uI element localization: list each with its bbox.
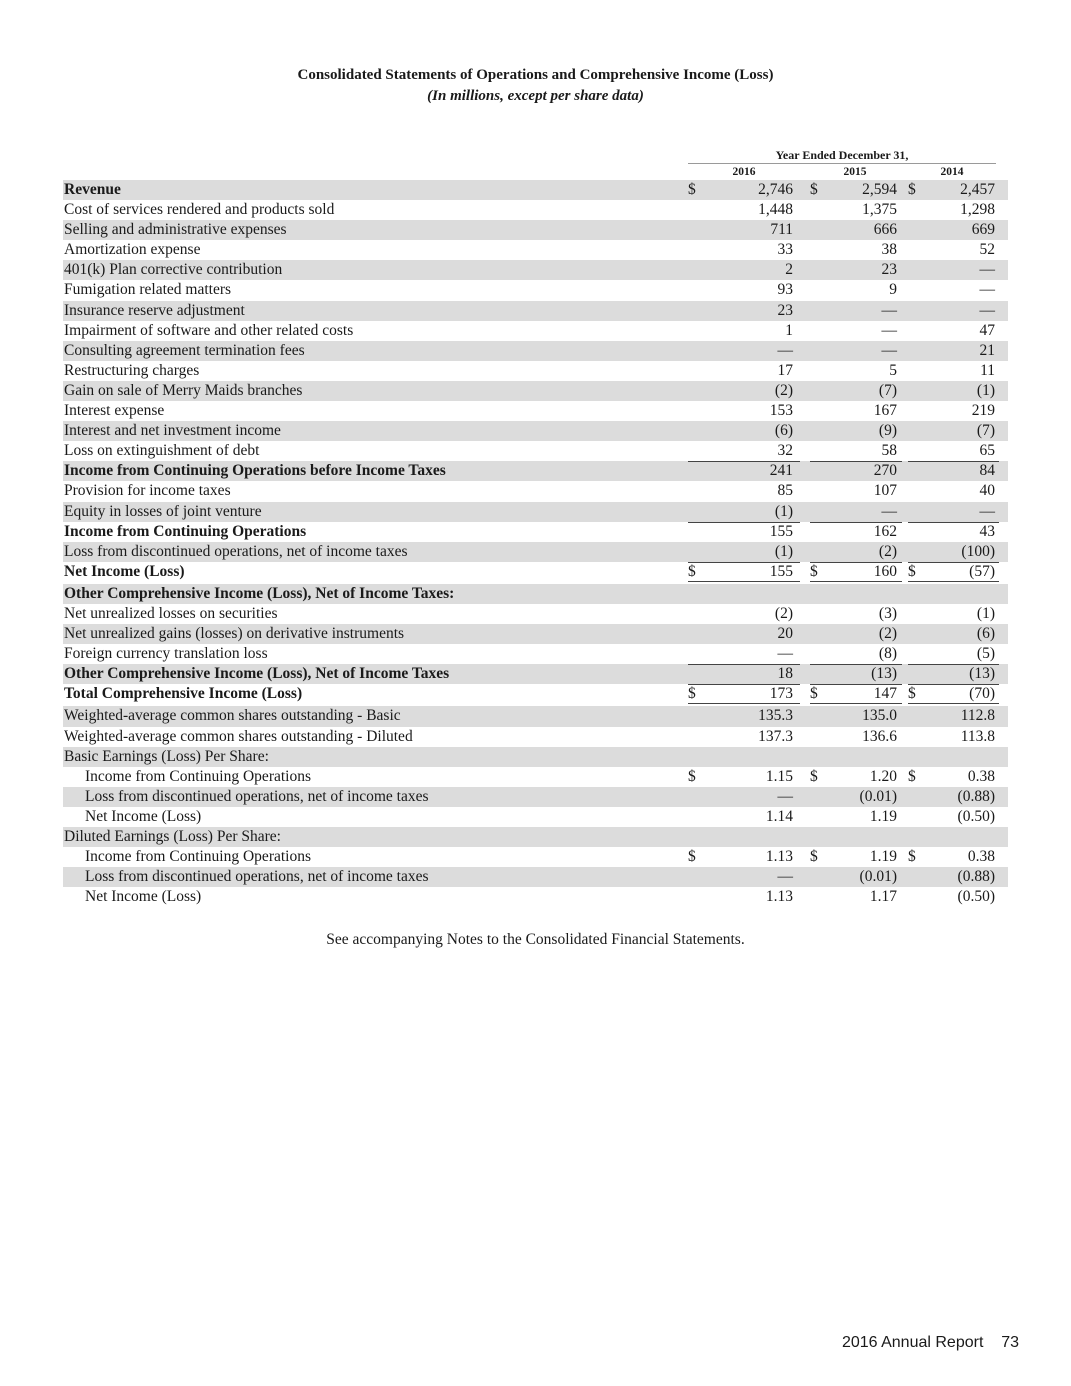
total-double-rule bbox=[908, 703, 999, 704]
value-2016: 155 bbox=[769, 522, 793, 540]
value-2015: (8) bbox=[878, 645, 897, 663]
row-label: Net unrealized losses on securities bbox=[64, 604, 278, 622]
total-double-rule bbox=[688, 703, 800, 704]
currency-symbol: $ bbox=[810, 562, 818, 580]
value-2016: 33 bbox=[777, 241, 793, 259]
total-double-rule bbox=[810, 581, 902, 582]
row-label: Net Income (Loss) bbox=[85, 807, 202, 825]
value-2016: 1.14 bbox=[765, 807, 793, 825]
value-2016: 2,746 bbox=[758, 181, 793, 198]
value-2016: (1) bbox=[774, 542, 793, 560]
row-label: Revenue bbox=[64, 181, 121, 198]
row-label: Income from Continuing Operations bbox=[85, 767, 311, 785]
value-2015: 270 bbox=[873, 462, 897, 480]
table-row bbox=[63, 381, 1008, 401]
value-2015: (2) bbox=[878, 625, 897, 643]
row-label: 401(k) Plan corrective contribution bbox=[64, 261, 283, 279]
value-2016: 241 bbox=[769, 462, 793, 480]
subtotal-rule bbox=[688, 562, 800, 563]
row-label: Basic Earnings (Loss) Per Share: bbox=[64, 747, 269, 765]
value-2014: (6) bbox=[976, 625, 995, 643]
value-2014: 43 bbox=[979, 522, 995, 540]
subtotal-rule bbox=[688, 461, 800, 462]
row-label: Weighted-average common shares outstanding - Basic bbox=[64, 707, 401, 725]
row-label: Equity in losses of joint venture bbox=[64, 502, 262, 520]
value-2014: 219 bbox=[971, 402, 995, 420]
value-2015: (3) bbox=[878, 604, 897, 622]
value-2014: (57) bbox=[969, 562, 995, 580]
table-row bbox=[63, 887, 1008, 907]
row-label: Cost of services rendered and products sold bbox=[64, 201, 335, 219]
table-row bbox=[63, 767, 1008, 787]
row-label: Impairment of software and other related costs bbox=[64, 321, 354, 339]
row-label: Interest expense bbox=[64, 402, 165, 420]
value-2014: — bbox=[979, 281, 995, 299]
year-header-2014: 2014 bbox=[908, 166, 996, 181]
value-2016: 1 bbox=[785, 321, 793, 339]
currency-symbol: $ bbox=[908, 685, 916, 703]
table-row bbox=[63, 341, 1008, 361]
value-2014: 40 bbox=[979, 482, 995, 500]
row-label: Interest and net investment income bbox=[64, 422, 281, 440]
value-2016: 1,448 bbox=[758, 201, 793, 219]
row-label: Amortization expense bbox=[64, 241, 201, 259]
row-label: Other Comprehensive Income (Loss), Net of Income Taxes: bbox=[64, 584, 455, 602]
value-2016: (2) bbox=[774, 381, 793, 399]
value-2014: 47 bbox=[979, 321, 995, 339]
subtotal-rule bbox=[908, 684, 999, 685]
row-label: Gain on sale of Merry Maids branches bbox=[64, 381, 303, 399]
table-row bbox=[63, 787, 1008, 807]
row-label: Loss from discontinued operations, net of income taxes bbox=[64, 542, 408, 560]
value-2015: 2,594 bbox=[862, 181, 897, 198]
table-row bbox=[63, 441, 1008, 461]
table-row bbox=[63, 562, 1008, 582]
subtotal-rule bbox=[688, 684, 800, 685]
value-2015: 1.20 bbox=[869, 767, 897, 785]
row-label: Selling and administrative expenses bbox=[64, 221, 287, 239]
value-2014: (70) bbox=[969, 685, 995, 703]
value-2015: 162 bbox=[873, 522, 897, 540]
total-double-rule bbox=[810, 703, 902, 704]
value-2016: — bbox=[777, 645, 793, 663]
table-row bbox=[63, 200, 1008, 220]
value-2016: 155 bbox=[769, 562, 793, 580]
table-row bbox=[63, 747, 1008, 767]
subtotal-rule bbox=[810, 522, 902, 523]
currency-symbol: $ bbox=[688, 685, 696, 703]
currency-symbol: $ bbox=[908, 562, 916, 580]
row-label: Other Comprehensive Income (Loss), Net of Income Taxes bbox=[64, 665, 450, 683]
value-2015: (0.01) bbox=[859, 787, 897, 805]
value-2014: (13) bbox=[969, 665, 995, 683]
value-2014: (5) bbox=[976, 645, 995, 663]
statement-subtitle: (In millions, except per share data) bbox=[427, 88, 644, 104]
value-2016: (1) bbox=[774, 502, 793, 520]
currency-symbol: $ bbox=[688, 767, 696, 785]
value-2016: 2 bbox=[785, 261, 793, 279]
table-row bbox=[63, 727, 1008, 747]
table-row bbox=[63, 807, 1008, 827]
row-label: Net Income (Loss) bbox=[85, 888, 202, 906]
table-row bbox=[63, 867, 1008, 887]
value-2015: 147 bbox=[873, 685, 897, 703]
value-2016: 20 bbox=[777, 625, 793, 643]
subtotal-rule bbox=[810, 664, 902, 665]
value-2015: 136.6 bbox=[862, 727, 897, 745]
value-2015: 160 bbox=[873, 562, 897, 580]
value-2016: 137.3 bbox=[758, 727, 793, 745]
subtotal-rule bbox=[810, 562, 902, 563]
value-2016: (6) bbox=[774, 422, 793, 440]
row-label: Insurance reserve adjustment bbox=[64, 301, 245, 319]
row-label: Fumigation related matters bbox=[64, 281, 232, 299]
row-label: Loss on extinguishment of debt bbox=[64, 442, 260, 460]
currency-symbol: $ bbox=[688, 562, 696, 580]
notes-reference: See accompanying Notes to the Consolidated Financial Statements. bbox=[326, 931, 745, 948]
table-row bbox=[63, 361, 1008, 381]
year-header-2015: 2015 bbox=[810, 166, 900, 181]
value-2015: 58 bbox=[881, 442, 897, 460]
value-2015: 1,375 bbox=[862, 201, 897, 219]
table-row bbox=[63, 180, 1008, 200]
value-2015: (2) bbox=[878, 542, 897, 560]
total-double-rule bbox=[908, 581, 999, 582]
table-row bbox=[63, 827, 1008, 847]
value-2014: 0.38 bbox=[967, 848, 995, 866]
row-label: Provision for income taxes bbox=[64, 482, 231, 500]
table-row bbox=[63, 706, 1008, 726]
table-row bbox=[63, 461, 1008, 481]
value-2015: (13) bbox=[871, 665, 897, 683]
value-2015: 5 bbox=[889, 361, 897, 379]
value-2016: 23 bbox=[777, 301, 793, 319]
currency-symbol: $ bbox=[688, 181, 696, 198]
table-row bbox=[63, 502, 1008, 522]
row-label: Income from Continuing Operations bbox=[85, 848, 311, 866]
subtotal-rule bbox=[810, 461, 902, 462]
subtotal-rule bbox=[908, 522, 999, 523]
period-header: Year Ended December 31, bbox=[688, 148, 996, 164]
value-2014: — bbox=[979, 301, 995, 319]
footer-report-name: 2016 Annual Report bbox=[841, 1334, 984, 1351]
value-2014: — bbox=[979, 261, 995, 279]
row-label: Loss from discontinued operations, net of income taxes bbox=[85, 868, 429, 886]
value-2014: 11 bbox=[980, 361, 995, 379]
value-2014: 112.8 bbox=[960, 707, 995, 725]
table-row bbox=[63, 624, 1008, 644]
currency-symbol: $ bbox=[908, 848, 916, 866]
page-footer bbox=[842, 1333, 1019, 1353]
value-2014: 0.38 bbox=[967, 767, 995, 785]
value-2015: 167 bbox=[873, 402, 897, 420]
row-label: Total Comprehensive Income (Loss) bbox=[64, 685, 303, 703]
value-2016: — bbox=[777, 868, 793, 886]
value-2016: (2) bbox=[774, 604, 793, 622]
value-2016: 17 bbox=[777, 361, 793, 379]
table-row bbox=[63, 847, 1008, 867]
value-2014: 1,298 bbox=[960, 201, 995, 219]
table-row bbox=[63, 481, 1008, 501]
value-2014: 113.8 bbox=[960, 727, 995, 745]
value-2015: (9) bbox=[878, 422, 897, 440]
currency-symbol: $ bbox=[908, 767, 916, 785]
value-2015: 666 bbox=[873, 221, 897, 239]
row-label: Restructuring charges bbox=[64, 361, 200, 379]
value-2015: (7) bbox=[878, 381, 897, 399]
table-row bbox=[63, 664, 1008, 684]
value-2016: 173 bbox=[769, 685, 793, 703]
table-row bbox=[63, 542, 1008, 562]
table-row bbox=[63, 220, 1008, 240]
value-2015: 135.0 bbox=[862, 707, 897, 725]
total-double-rule bbox=[688, 581, 800, 582]
year-header-2016: 2016 bbox=[688, 166, 800, 181]
subtotal-rule bbox=[810, 684, 902, 685]
value-2014: (0.88) bbox=[957, 787, 995, 805]
value-2016: 85 bbox=[777, 482, 793, 500]
row-label: Net Income (Loss) bbox=[64, 562, 185, 580]
value-2014: (1) bbox=[976, 604, 995, 622]
subtotal-rule bbox=[908, 664, 999, 665]
table-row bbox=[63, 260, 1008, 280]
currency-symbol: $ bbox=[810, 767, 818, 785]
value-2015: 107 bbox=[873, 482, 897, 500]
page-number: 73 bbox=[1001, 1334, 1019, 1351]
table-row bbox=[63, 584, 1008, 604]
currency-symbol: $ bbox=[688, 848, 696, 866]
row-label: Diluted Earnings (Loss) Per Share: bbox=[64, 828, 281, 845]
value-2016: — bbox=[777, 787, 793, 805]
subtotal-rule bbox=[688, 664, 800, 665]
currency-symbol: $ bbox=[908, 181, 916, 198]
value-2015: — bbox=[881, 341, 897, 359]
statement-table bbox=[63, 180, 1008, 907]
subtotal-rule bbox=[908, 562, 999, 563]
value-2014: 21 bbox=[979, 341, 995, 359]
table-row bbox=[63, 684, 1008, 704]
table-row bbox=[63, 321, 1008, 341]
value-2014: (0.50) bbox=[957, 888, 995, 906]
currency-symbol: $ bbox=[810, 181, 818, 198]
table-row bbox=[63, 301, 1008, 321]
row-label: Income from Continuing Operations before Income Taxes bbox=[64, 462, 446, 480]
value-2016: 1.15 bbox=[765, 767, 793, 785]
row-label: Income from Continuing Operations bbox=[64, 522, 307, 540]
statement-title: Consolidated Statements of Operations and Comprehensive Income (Loss) bbox=[297, 67, 774, 83]
value-2016: 1.13 bbox=[765, 888, 793, 906]
table-row bbox=[63, 240, 1008, 260]
value-2014: 669 bbox=[971, 221, 995, 239]
value-2015: — bbox=[881, 321, 897, 339]
table-row bbox=[63, 604, 1008, 624]
value-2015: (0.01) bbox=[859, 868, 897, 886]
value-2014: 84 bbox=[979, 462, 995, 480]
value-2015: 1.17 bbox=[869, 888, 897, 906]
value-2015: — bbox=[881, 502, 897, 520]
table-row bbox=[63, 522, 1008, 542]
value-2016: — bbox=[777, 341, 793, 359]
table-row bbox=[63, 421, 1008, 441]
value-2014: (0.88) bbox=[957, 868, 995, 886]
row-label: Loss from discontinued operations, net of income taxes bbox=[85, 787, 429, 805]
value-2015: 38 bbox=[881, 241, 897, 259]
value-2014: (0.50) bbox=[957, 807, 995, 825]
subtotal-rule bbox=[908, 461, 999, 462]
value-2015: 1.19 bbox=[869, 807, 897, 825]
table-row bbox=[63, 401, 1008, 421]
subtotal-rule bbox=[688, 522, 800, 523]
value-2016: 32 bbox=[777, 442, 793, 460]
value-2016: 153 bbox=[769, 402, 793, 420]
value-2015: 9 bbox=[889, 281, 897, 299]
value-2015: 1.19 bbox=[869, 848, 897, 866]
value-2016: 711 bbox=[770, 221, 793, 239]
value-2015: — bbox=[881, 301, 897, 319]
value-2014: — bbox=[979, 502, 995, 520]
value-2014: (7) bbox=[976, 422, 995, 440]
value-2014: (100) bbox=[961, 542, 995, 560]
row-label: Net unrealized gains (losses) on derivative instruments bbox=[64, 625, 405, 643]
value-2016: 93 bbox=[777, 281, 793, 299]
currency-symbol: $ bbox=[810, 848, 818, 866]
table-row bbox=[63, 644, 1008, 664]
value-2016: 1.13 bbox=[765, 848, 793, 866]
value-2014: 2,457 bbox=[960, 181, 995, 198]
value-2016: 135.3 bbox=[758, 707, 793, 725]
value-2014: 52 bbox=[979, 241, 995, 259]
value-2016: 18 bbox=[777, 665, 793, 683]
currency-symbol: $ bbox=[810, 685, 818, 703]
row-label: Foreign currency translation loss bbox=[64, 645, 268, 663]
row-label: Consulting agreement termination fees bbox=[64, 341, 305, 359]
value-2014: 65 bbox=[979, 442, 995, 460]
row-label: Weighted-average common shares outstanding - Diluted bbox=[64, 727, 413, 745]
value-2014: (1) bbox=[976, 381, 995, 399]
value-2015: 23 bbox=[881, 261, 897, 279]
table-row bbox=[63, 280, 1008, 300]
